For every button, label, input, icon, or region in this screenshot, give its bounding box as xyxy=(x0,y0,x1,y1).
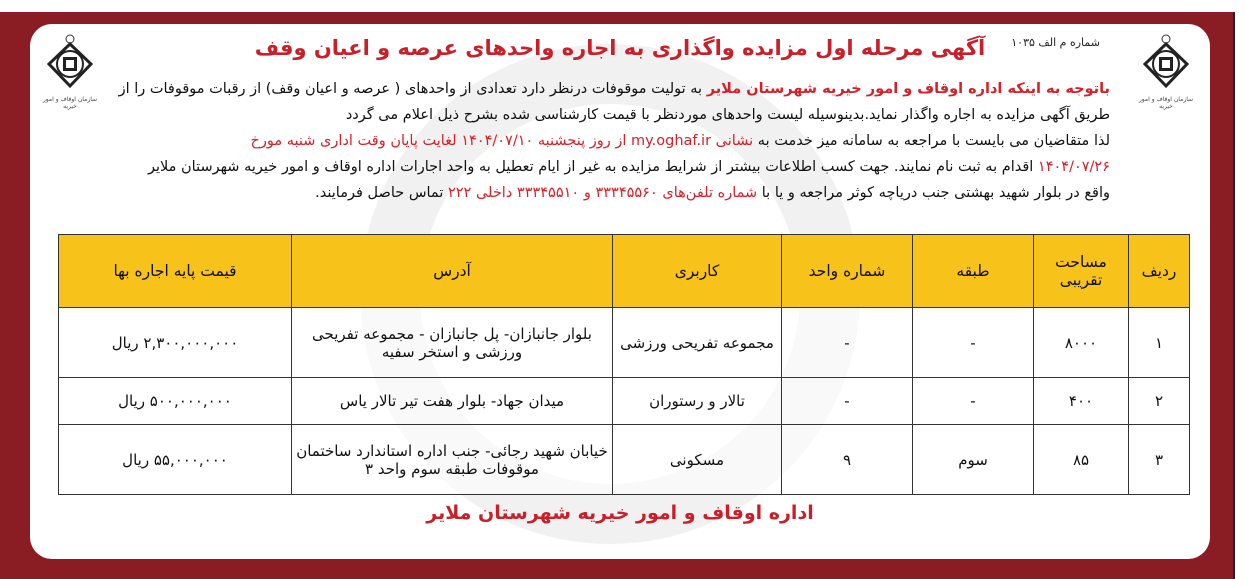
col-floor: طبقه xyxy=(913,235,1034,308)
awqaf-logo: سازمان اوقاف و امور خیریه xyxy=(1136,34,1196,114)
body-line-2: طریق آگهی مزایده به اجاره واگذار نماید.بدینوسیله لیست واحدهای موردنظر با قیمت کارشناسی شده بشرح ذیل اعلام می گردد xyxy=(345,107,1110,123)
cell: ۳ xyxy=(1129,425,1190,495)
body-line-4: اقدام به ثبت نام نمایند. جهت کسب اطلاعات بیشتر از شرایط مزایده به غیر از ایام تعطیل به واحد اجارات اداره اوقاف و امور خیریه شهرستان ملایر xyxy=(147,159,1038,175)
phone-numbers: شماره تلفن‌های ۳۳۳۴۵۵۶۰ و ۳۳۳۴۵۵۱۰ داخلی ۲۲۲ xyxy=(447,185,758,201)
table-row xyxy=(59,378,1190,425)
col-unit: شماره واحد xyxy=(782,235,913,308)
notice-title: آگهی مرحله اول مزایده واگذاری به اجاره واحدهای عرصه و اعیان وقف xyxy=(254,36,986,60)
cell: میدان جهاد- بلوار هفت تیر تالار یاس xyxy=(292,378,613,425)
cell: - xyxy=(913,378,1034,425)
cell: تالار و رستوران xyxy=(613,378,782,425)
issuer-signature: اداره اوقاف و امور خیریه شهرستان ملایر xyxy=(426,502,814,524)
col-usage: کاربری xyxy=(613,235,782,308)
awqaf-logo-left: سازمان اوقاف و امور خیریه xyxy=(40,34,100,114)
table-row xyxy=(59,308,1190,378)
page-edge xyxy=(1233,12,1245,579)
cell: - xyxy=(782,378,913,425)
end-date: ۱۴۰۴/۰۷/۲۶ xyxy=(1037,159,1110,175)
cell: مسکونی xyxy=(613,425,782,495)
cell: مجموعه تفریحی ورزشی xyxy=(613,308,782,378)
units-table xyxy=(58,234,1190,495)
top-border xyxy=(0,0,1245,12)
cell: ۴۰۰ xyxy=(1034,378,1129,425)
cell: ۵۰۰,۰۰۰,۰۰۰ ریال xyxy=(59,378,292,425)
cell: سوم xyxy=(913,425,1034,495)
table-row xyxy=(59,425,1190,495)
cell: خیابان شهید رجائی- جنب اداره استاندارد ساختمان موقوفات طبقه سوم واحد ۳ xyxy=(292,425,613,495)
intro-bold: باتوجه به اینکه اداره اوقاف و امور خیریه شهرستان ملایر xyxy=(706,81,1110,97)
reference-number: شماره م الف ۱۰۳۵ xyxy=(1011,36,1100,49)
website-dates: نشانی my.oghaf.ir از روز پنجشنبه ۱۴۰۴/۰۷/۱۰ لغایت پایان وقت اداری شنبه مورخ xyxy=(250,133,754,149)
body-line-5: واقع در بلوار شهید بهشتی جنب دریاچه کوثر مراجعه و یا با xyxy=(757,185,1110,201)
cell: ۸۰۰۰ xyxy=(1034,308,1129,378)
cell: ۵۵,۰۰۰,۰۰۰ ریال xyxy=(59,425,292,495)
cell: ۱ xyxy=(1129,308,1190,378)
cell: - xyxy=(913,308,1034,378)
body-line-3: لذا متقاضیان می بایست با مراجعه به سامانه میز خدمت به xyxy=(753,133,1110,149)
intro-text: به تولیت موقوفات درنظر دارد تعدادی از واحدهای ( عرصه و اعیان وقف) از رقبات موقوفات را از xyxy=(118,81,707,97)
col-price: قیمت پایه اجاره بها xyxy=(59,235,292,308)
cell: ۲ xyxy=(1129,378,1190,425)
body-line-5-end: تماس حاصل فرمایند. xyxy=(315,185,448,201)
cell: بلوار جانبازان- پل جانبازان - مجموعه تفریحی ورزشی و استخر سفیه xyxy=(292,308,613,378)
notice-body xyxy=(50,76,1110,206)
col-area: مساحت تقریبی xyxy=(1034,235,1129,308)
auction-notice xyxy=(30,24,1210,559)
col-row: ردیف xyxy=(1129,235,1190,308)
cell: ۸۵ xyxy=(1034,425,1129,495)
cell: ۲,۳۰۰,۰۰۰,۰۰۰ ریال xyxy=(59,308,292,378)
col-address: آدرس xyxy=(292,235,613,308)
cell: - xyxy=(782,308,913,378)
cell: ۹ xyxy=(782,425,913,495)
